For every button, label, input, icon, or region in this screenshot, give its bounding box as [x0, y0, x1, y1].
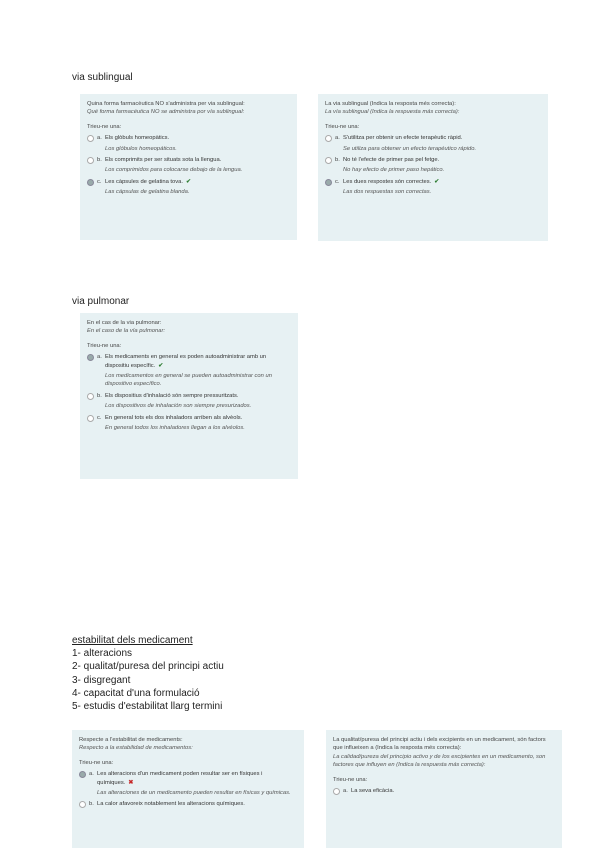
option-letter: b. [335, 156, 340, 163]
question-text: Quina forma farmacèutica NO s'administra per via sublingual: [87, 101, 245, 107]
option-text: Els medicaments en general es poden autoadministrar amb un dispositiu específic. [105, 354, 267, 369]
option-letter: a. [335, 135, 340, 142]
radio-button[interactable] [87, 157, 94, 164]
radio-button-selected[interactable] [325, 179, 332, 186]
option-translation: No hay efecto de primer paso hepático. [343, 167, 445, 174]
radio-button-selected[interactable] [79, 771, 86, 778]
question-text: La via sublingual (Indica la resposta més correcta): [325, 101, 456, 107]
radio-button[interactable] [87, 415, 94, 422]
option-letter: c. [335, 178, 340, 185]
question-translation: Respecto a la estabilidad de medicamentos: [79, 745, 193, 752]
answer-option-b[interactable] [87, 156, 290, 175]
radio-button[interactable] [87, 135, 94, 142]
option-text: S'utilitza per obtenir un efecte terapèutic ràpid. [343, 135, 463, 142]
quiz-panel-q4 [72, 730, 304, 848]
option-text: En general tots els dos inhaladors arriben als alvèols. [105, 414, 243, 421]
radio-button[interactable] [87, 393, 94, 400]
option-letter: a. [343, 787, 348, 794]
option-text: Les dues respostes són correctes. [343, 178, 432, 185]
answer-option-a[interactable] [325, 134, 541, 153]
quiz-panel-q2 [318, 94, 548, 241]
option-translation: Se utiliza para obtener un efecto terapéutico rápido. [343, 145, 477, 152]
option-letter: b. [97, 392, 102, 399]
option-translation: Los medicamentos en general se pueden autoadministrar con un dispositivo específico. [105, 372, 272, 388]
list-item: 3- disgregant [72, 674, 131, 686]
correct-check-icon: ✔ [186, 178, 191, 185]
section-heading-pulmonar: via pulmonar [72, 296, 130, 307]
question-text: En el cas de la via pulmonar: [87, 320, 162, 326]
choose-label: Trieu-ne una: [87, 123, 122, 130]
radio-button[interactable] [333, 788, 340, 795]
question-translation: En el caso de la vía pulmonar: [87, 328, 165, 335]
radio-button-selected[interactable] [87, 354, 94, 361]
answer-option-b[interactable] [325, 156, 541, 175]
choose-label: Trieu-ne una: [333, 776, 368, 783]
incorrect-cross-icon: ✖ [128, 779, 134, 786]
correct-check-icon: ✔ [434, 178, 440, 185]
stability-title: estabilitat dels medicament [72, 635, 193, 646]
option-text: Els glòbuls homeopàtics. [105, 135, 170, 142]
option-translation: Los comprimidos para colocarse debajo de la lengua. [105, 167, 243, 174]
answer-option-b[interactable] [87, 392, 291, 411]
answer-option-a[interactable] [87, 134, 290, 153]
option-translation: Las dos respuestas son correctas. [343, 189, 432, 196]
option-text: La seva eficàcia. [351, 787, 395, 794]
question-text: Respecte a l'estabilitat de medicaments: [79, 737, 183, 743]
answer-option-c[interactable] [325, 178, 541, 197]
option-text: Els comprimits per ser situats sota la llengua. [105, 156, 222, 163]
option-text: No té l'efecte de primer pas pel fetge. [343, 156, 440, 163]
quiz-panel-q1 [80, 94, 297, 240]
section-heading-sublingual: via sublingual [72, 72, 133, 83]
answer-option-a[interactable] [79, 770, 297, 797]
radio-button[interactable] [79, 801, 86, 808]
option-translation: Las cápsulas de gelatina blanda. [105, 189, 190, 196]
answer-option-a[interactable] [87, 353, 291, 389]
option-letter: a. [97, 354, 102, 361]
option-text: Les alteracions d'un medicament poden resultar ser en físiques i químiques. [97, 771, 263, 786]
question-translation: La vía sublingual (Indica la respuesta más correcta): [325, 109, 460, 116]
choose-label: Trieu-ne una: [79, 759, 114, 766]
radio-button-selected[interactable] [87, 179, 94, 186]
answer-option-c[interactable] [87, 178, 290, 197]
option-text: Les càpsules de gelatina tova. [105, 178, 183, 185]
answer-option-a[interactable] [333, 787, 555, 795]
question-text: La qualitat/puresa del principi actiu i dels excipients en un medicament, són factors que influeixen a (Indica la resposta més correcta): [333, 737, 546, 752]
radio-button[interactable] [325, 157, 332, 164]
list-item: 2- qualitat/puresa del principi actiu [72, 661, 224, 673]
option-translation: Los glóbulos homeopáticos. [105, 145, 177, 152]
choose-label: Trieu-ne una: [325, 123, 360, 130]
correct-check-icon: ✔ [158, 362, 164, 369]
question-translation: La calidad/pureza del principio activo y de los excipientes en un medicamento, son factores que influyen en (Indica la respuesta más correcta): [333, 753, 546, 769]
question-translation: Qué forma farmacéutica NO se administra por vía sublingual: [87, 109, 245, 116]
option-translation: Los dispositivos de inhalación son siempre presurizados. [105, 403, 252, 410]
option-letter: b. [97, 156, 102, 163]
quiz-panel-q5 [326, 730, 562, 848]
option-letter: a. [97, 135, 102, 142]
list-item: 5- estudis d'estabilitat llarg termini [72, 701, 223, 713]
option-translation: En general todos los inhaladores llegan a los alvéolos. [105, 424, 245, 431]
option-letter: b. [89, 801, 94, 808]
list-item: 1- alteracions [72, 648, 133, 660]
choose-label: Trieu-ne una: [87, 342, 122, 349]
list-item: 4- capacitat d'una formulació [72, 687, 200, 699]
option-text: La calor afavoreix notablement les alteracions químiques. [97, 801, 245, 808]
radio-button[interactable] [325, 135, 332, 142]
option-text: Els dispositius d'inhalació són sempre pressuritzats. [105, 392, 239, 399]
option-translation: Las alteraciones de un medicamento pueden resultar en físicas y químicas. [97, 789, 291, 796]
option-letter: c. [97, 178, 102, 185]
option-letter: a. [89, 771, 94, 778]
option-letter: c. [97, 414, 102, 421]
answer-option-c[interactable] [87, 414, 291, 433]
stability-list [72, 634, 224, 713]
answer-option-b[interactable] [79, 800, 297, 808]
quiz-panel-q3 [80, 313, 298, 479]
